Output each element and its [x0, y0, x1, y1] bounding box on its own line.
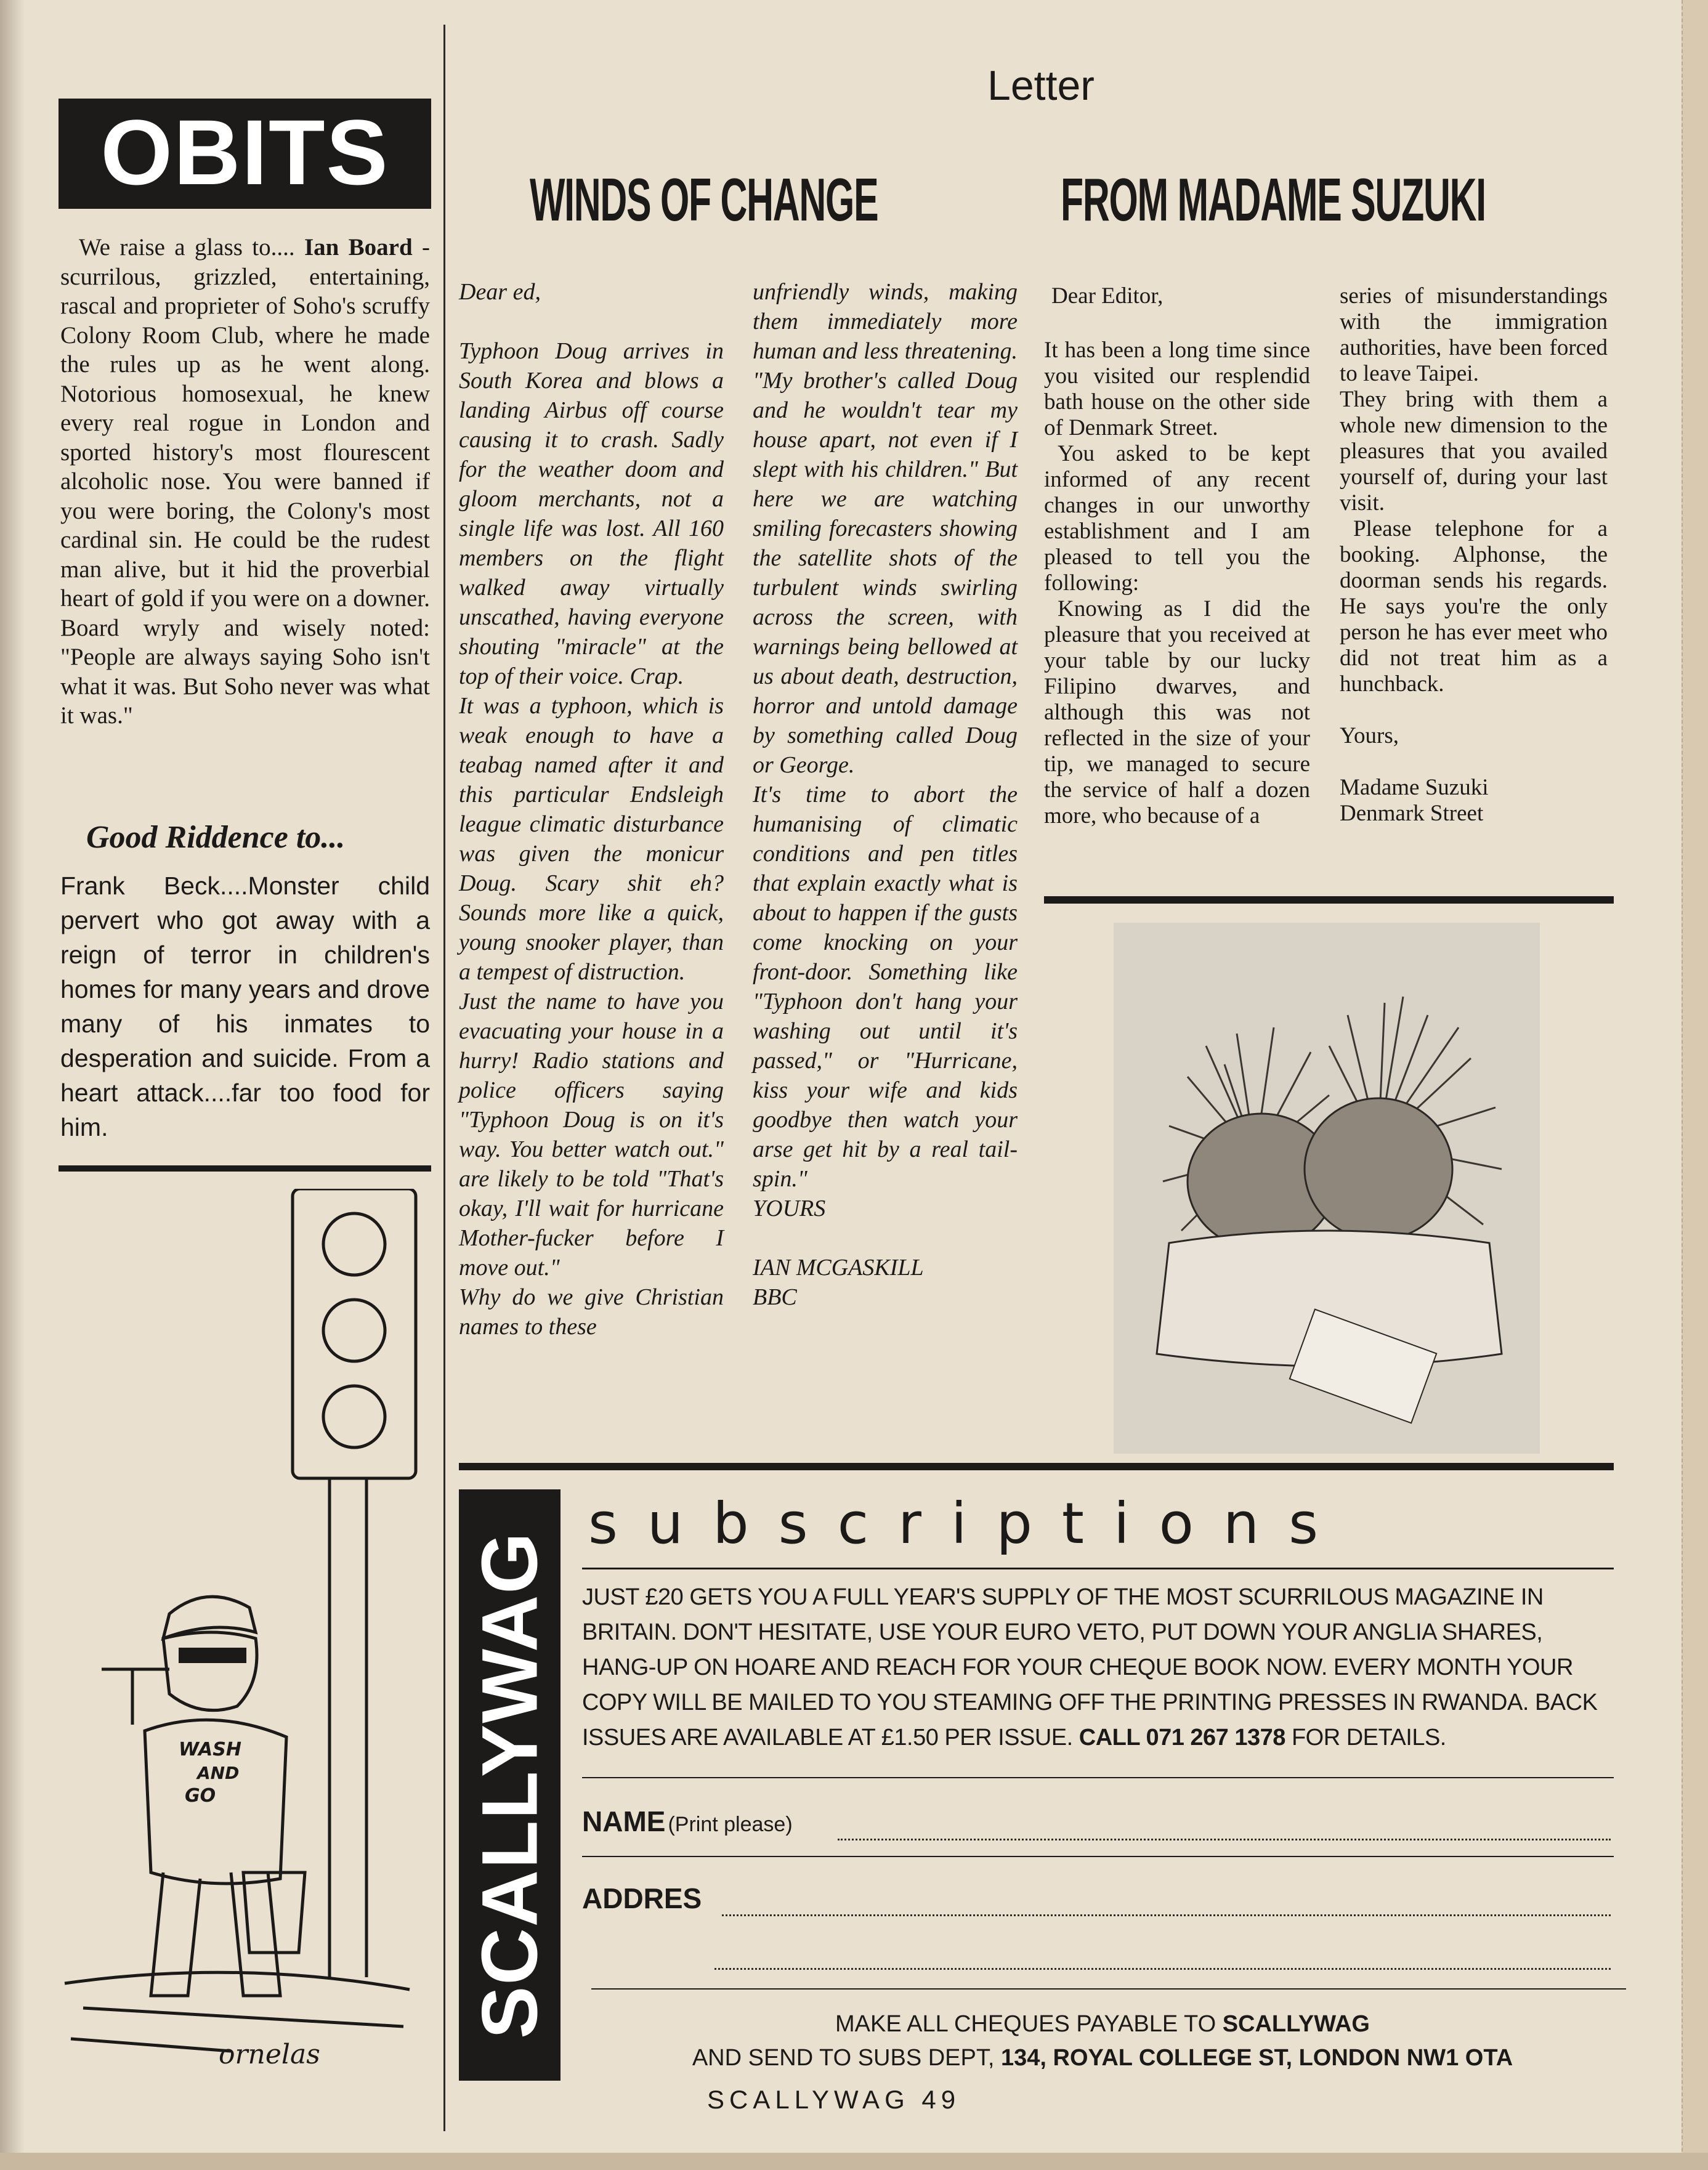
legs	[151, 1872, 280, 1996]
suzuki-para4: series of misunderstandings with the immigration authorities, have been forced to leave Taipei.	[1340, 283, 1608, 386]
letter1-para4: Why do we give Christian names to these	[459, 1284, 724, 1340]
obit-intro-lead: We raise a glass to....	[79, 234, 295, 261]
name-field-rule	[582, 1856, 1614, 1857]
subscriptions-phone-after: FOR DETAILS.	[1291, 1725, 1446, 1751]
suzuki-salutation: Dear Editor,	[1051, 283, 1164, 309]
left-column-divider	[59, 1165, 431, 1172]
cartoon-signature: ornelas	[219, 2039, 320, 2070]
traffic-light-housing	[293, 1189, 416, 1478]
page-spine-shadow	[0, 0, 25, 2170]
letter1-para1: Typhoon Doug arrives in South Korea and blows a landing Airbus off course causing it to crash. Sadly for the weather doom and gloom merchants, not a single life was lost. All 160 members on the flight walked away virtually unscathed, having everyone shouting "miracle" at the top of their voice. Crap.	[459, 338, 724, 689]
name-field-line[interactable]	[838, 1839, 1611, 1840]
riddance-text: Frank Beck....Monster child pervert who got away with a reign of terror in children's homes for many years and drove many of his inmates to desperation and suicide. From a heart attack....far too food for him.	[60, 872, 430, 1141]
traffic-light-cartoon	[59, 1189, 428, 2082]
letter-image-top-rule	[1044, 896, 1614, 904]
letter1-para2: It was a typhoon, which is weak enough to have a teabag named after it and this particular Endsleigh league climatic disturbance was given the monicur Doug. Scary shit eh? Sounds more like a quick, young snooker player, than a tempest of distruction.	[459, 693, 724, 985]
obit-intro-body: - scurrilous, grizzled, entertaining, rascal and proprieter of Soho's scruffy Colony Room Club, where he made the rules up as he went along. Notorious homosexual, he knew every real rogue in London and sported history's most flourescent alcoholic nose. You were banned if you were boring, the Colony's most cardinal sin. He could be the rudest man alive, but it hid the proverbial heart of gold if you were on a downer. Board wryly and wisely noted: "People are always saying Soho isn't what it was. But Soho never was what it was."	[60, 234, 431, 729]
sunglasses	[179, 1648, 246, 1663]
letter1-salutation: Dear ed,	[459, 279, 541, 305]
letter1-para3: Just the name to have you evacuating your house in a hurry! Radio stations and police officers saying "Typhoon Doug is on it's way. You better watch out." are likely to be told "That's okay, I'll wait for hurricane Mother-fucker before I move out."	[459, 989, 724, 1281]
subscriptions-body	[582, 1580, 1617, 1755]
suzuki-para1: It has been a long time since you visited our resplendid bath house on the other side of Denmark Street.	[1044, 338, 1310, 440]
suzuki-signoff: Yours,	[1340, 723, 1399, 748]
obits-heading: OBITS	[59, 99, 431, 206]
suzuki-para5: They bring with them a whole new dimension to the pleasures that you availed yourself of, during your last visit.	[1340, 387, 1608, 516]
squeegee	[102, 1669, 169, 1725]
riddance-title: Good Riddence to...	[86, 820, 346, 855]
subscriptions-title-rule	[582, 1568, 1614, 1569]
scallywag-side-label-wrap	[459, 1489, 561, 2081]
shirt-text-line2: AND	[197, 1763, 240, 1783]
cheques-text: MAKE ALL CHEQUES PAYABLE TO	[835, 2011, 1216, 2037]
suzuki-para3: Knowing as I did the pleasure that you received at your table by our lucky Filipino dwarves, and although this was not reflected in the size of your tip, we managed to secure the service of half a dozen more, who because of a	[1044, 596, 1310, 828]
letter2-author: IAN MCGASKILL	[753, 1255, 924, 1281]
suzuki-para2: You asked to be kept informed of any recent changes in our unworthy establishment and I am pleased to tell you the following:	[1044, 441, 1310, 596]
name-field-label: NAME	[582, 1805, 666, 1837]
subscriptions-top-rule	[459, 1463, 1614, 1470]
letter2-para1: unfriendly winds, making them immediately more human and less threatening. "My brother's called Doug and he wouldn't tear my house apart, not even if I slept with his children." But here we are watching smiling forecasters showing the satellite shots of the turbulent winds swirling across the screen, with warnings being bellowed at us about death, destruction, horror and untold damage by something called Doug or George.	[753, 279, 1018, 778]
send-line	[582, 2045, 1623, 2071]
subscriptions-offer-text: JUST £20 GETS YOU A FULL YEAR'S SUPPLY OF THE MOST SCURRILOUS MAGAZINE IN BRITAIN. DON'T HESITATE, USE YOUR EURO VETO, PUT DOWN YOUR ANGLIA SHARES, HANG-UP ON HOARE AND REACH FOR YOUR CHEQUE BOOK NOW. EVERY MONTH YOUR COPY WILL BE MAILED TO YOU STEAMING OFF THE PRINTING PRESSES IN RWANDA. BACK ISSUES ARE AVAILABLE AT £1.50 PER ISSUE.	[582, 1584, 1598, 1751]
address-field-line-2[interactable]	[714, 1968, 1611, 1970]
name-field[interactable]	[582, 1805, 1614, 1838]
porcupine-right-body	[1305, 1098, 1452, 1240]
cheques-payee: SCALLYWAG	[1222, 2011, 1370, 2037]
suzuki-author-address: Denmark Street	[1340, 801, 1484, 826]
page-footer: SCALLYWAG 49	[707, 2085, 961, 2114]
porcupines-illustration	[1114, 923, 1540, 1454]
section-kicker: Letter	[987, 62, 1095, 109]
traffic-light-middle-lamp	[323, 1300, 385, 1361]
letter-column-2	[753, 277, 1018, 1312]
address-field-line-1[interactable]	[722, 1914, 1611, 1916]
obit-ian-board	[60, 233, 430, 731]
subscriptions-phone: CALL 071 267 1378	[1079, 1725, 1285, 1751]
obit-intro-name: Ian Board	[304, 234, 413, 261]
scallywag-side-label: SCALLYWAG	[466, 1531, 554, 2039]
column-divider-line	[443, 25, 445, 2131]
page-bottom-edge	[0, 2153, 1708, 2170]
subscriptions-title: subscriptions	[588, 1491, 1348, 1557]
letter-column-4	[1340, 283, 1608, 827]
cheques-line	[582, 2011, 1623, 2038]
page-right-edge	[1682, 0, 1708, 2170]
shirt-text-line1: WASH	[179, 1739, 241, 1760]
subscriptions-body-rule	[582, 1777, 1614, 1778]
headline-right: FROM MADAME SUZUKI	[1061, 166, 1486, 233]
address-field-rule	[591, 1988, 1626, 1990]
traffic-light-bottom-lamp	[323, 1386, 385, 1447]
letter2-author-org: BBC	[753, 1284, 797, 1310]
letter-column-3	[1044, 283, 1310, 829]
suzuki-author: Madame Suzuki	[1340, 775, 1489, 800]
address-field-label: ADDRES	[582, 1882, 702, 1914]
name-field-hint: (Print please)	[668, 1813, 793, 1836]
send-text: AND SEND TO SUBS DEPT,	[692, 2045, 995, 2071]
shirt-text-line3: GO	[185, 1785, 216, 1807]
head	[163, 1632, 257, 1710]
obits-heading-underline	[59, 206, 431, 209]
letter2-para2: It's time to abort the humanising of climatic conditions and pen titles that explain exactly what is about to happen if the gusts come knocking on your front-door. Something like "Typhoon don't hang your washing out until it's passed," or "Hurricane, kiss your wife and kids goodbye then watch your arse get hit by a real tail-spin."	[753, 782, 1018, 1192]
send-address: 134, ROYAL COLLEGE ST, LONDON NW1 OTA	[1000, 2045, 1513, 2071]
suzuki-para6: Please telephone for a booking. Alphonse, the doorman sends his regards. He says you're the only person he has ever meet who did not treat him as a hunchback.	[1340, 516, 1608, 697]
letter-column-1	[459, 277, 724, 1342]
traffic-light-top-lamp	[323, 1213, 385, 1275]
headline-left: WINDS OF CHANGE	[530, 166, 878, 233]
letter2-signoff: YOURS	[753, 1196, 826, 1221]
